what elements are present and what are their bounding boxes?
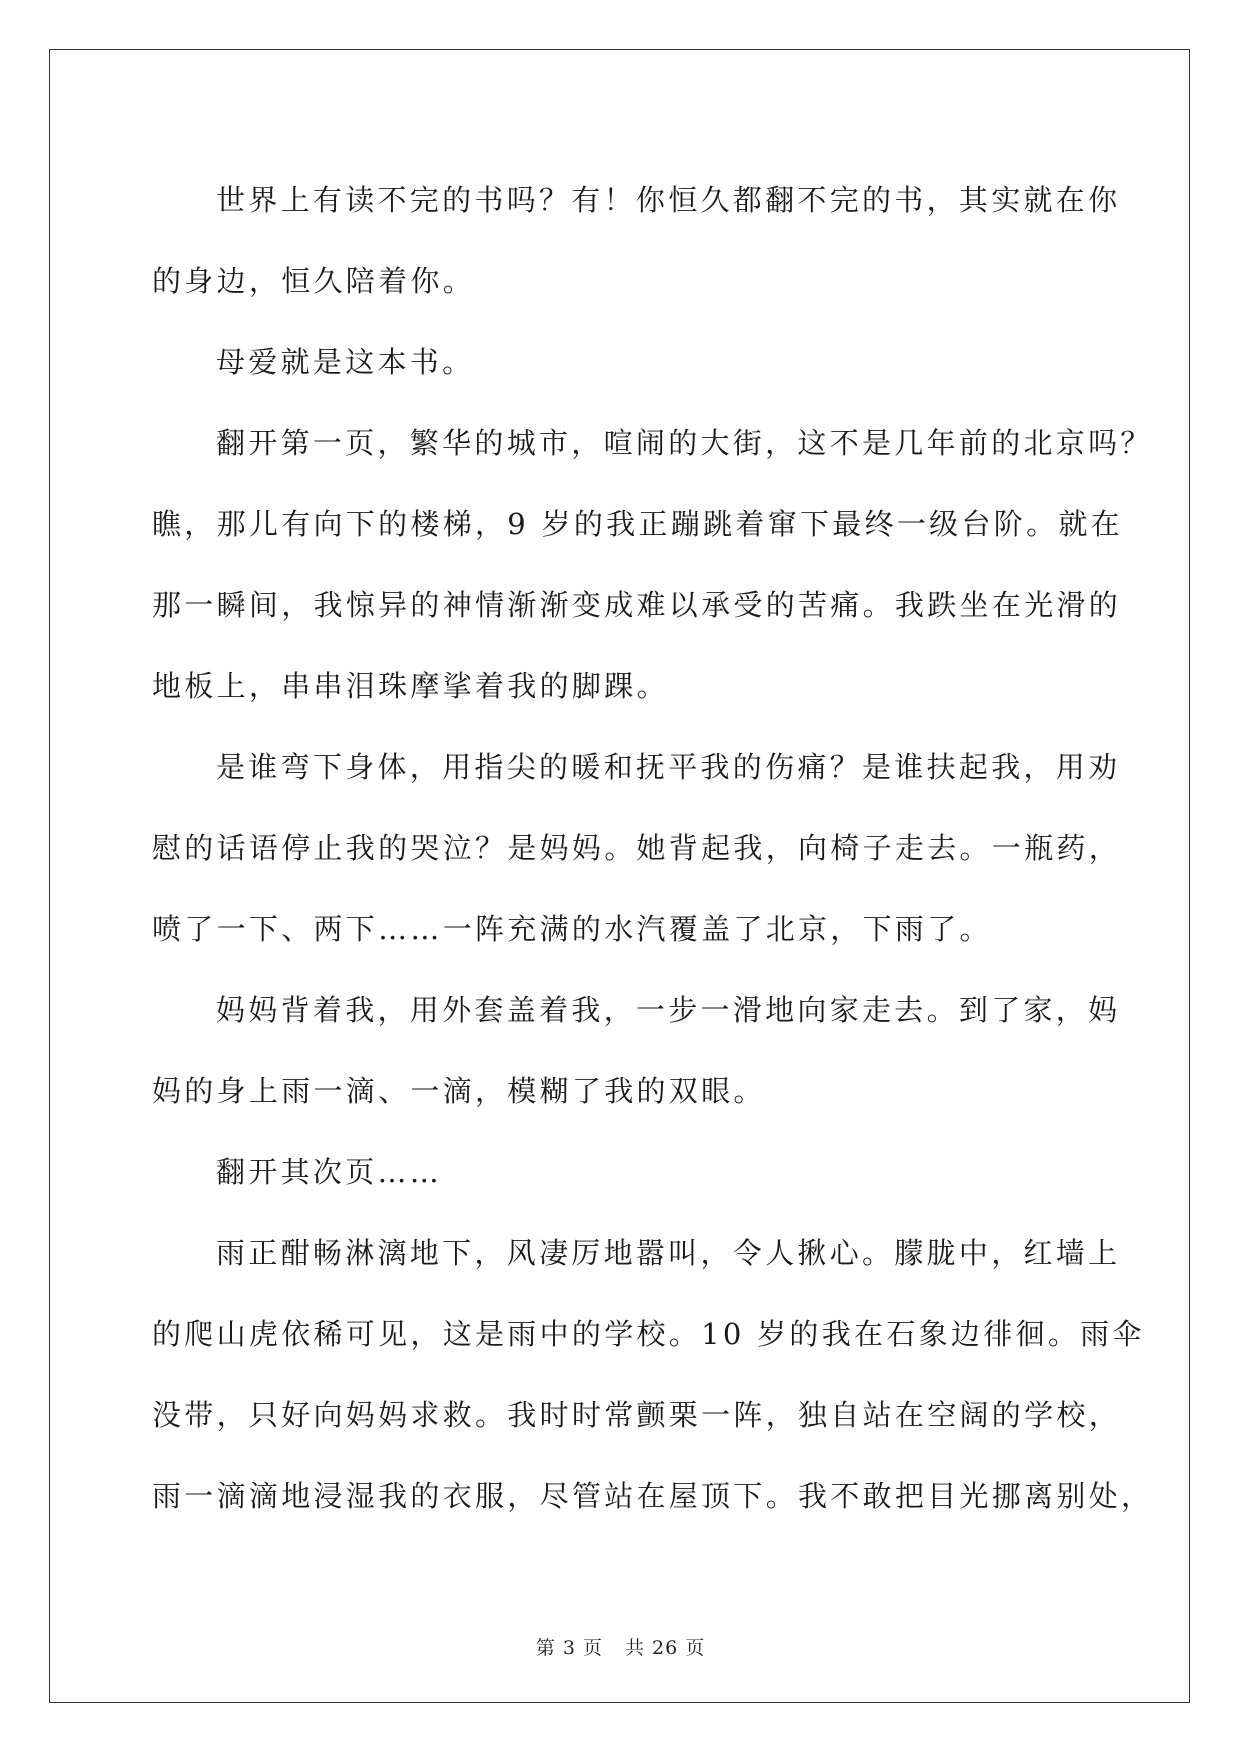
text-line: 雨一滴滴地浸湿我的衣服，尽管站在屋顶下。我不敢把目光挪离别处， (152, 1479, 1154, 1513)
page-footer (0, 1633, 1241, 1660)
text-line: 没带，只好向妈妈求救。我时时常颤栗一阵，独自站在空阔的学校， (152, 1398, 1122, 1432)
text-line: 雨正酣畅淋漓地下，风凄厉地嚣叫，令人揪心。朦胧中，红墙上 (216, 1236, 1121, 1270)
text-line: 翻开其次页…… (216, 1155, 443, 1189)
text-line: 世界上有读不完的书吗？有！你恒久都翻不完的书，其实就在你 (216, 183, 1121, 217)
paragraph-6 (152, 1132, 1092, 1213)
text-line: 翻开第一页，繁华的城市，喧闹的大街，这不是几年前的北京吗？ (216, 426, 1153, 460)
paragraph-3 (152, 403, 1153, 727)
text-line: 是谁弯下身体，用指尖的暖和抚平我的伤痛？是谁扶起我，用劝 (216, 750, 1121, 784)
paragraph-7 (152, 1213, 1154, 1537)
text-line: 那一瞬间，我惊异的神情渐渐变成难以承受的苦痛。我跌坐在光滑的 (152, 588, 1122, 622)
page-number: 第 3 页 (535, 1637, 603, 1659)
document-body (152, 160, 1154, 1537)
text-line: 妈的身上雨一滴、一滴，模糊了我的双眼。 (152, 1074, 766, 1108)
paragraph-1 (152, 160, 1121, 322)
text-line: 喷了一下、两下……一阵充满的水汽覆盖了北京，下雨了。 (152, 912, 992, 946)
paragraph-5 (152, 970, 1121, 1132)
text-line: 的身边，恒久陪着你。 (152, 264, 476, 298)
paragraph-4 (152, 727, 1122, 970)
paragraph-2 (152, 322, 1092, 403)
text-line: 妈妈背着我，用外套盖着我，一步一滑地向家走去。到了家，妈 (216, 993, 1121, 1027)
text-line: 的爬山虎依稀可见，这是雨中的学校。10 岁的我在石象边徘徊。雨伞 (152, 1317, 1145, 1351)
text-line: 瞧，那儿有向下的楼梯，9 岁的我正蹦跳着窜下最终一级台阶。就在 (152, 507, 1123, 541)
text-line: 母爱就是这本书。 (216, 345, 475, 379)
text-line: 地板上，串串泪珠摩挲着我的脚踝。 (152, 669, 669, 703)
text-line: 慰的话语停止我的哭泣？是妈妈。她背起我，向椅子走去。一瓶药， (152, 831, 1122, 865)
page-total: 共 26 页 (624, 1637, 706, 1659)
